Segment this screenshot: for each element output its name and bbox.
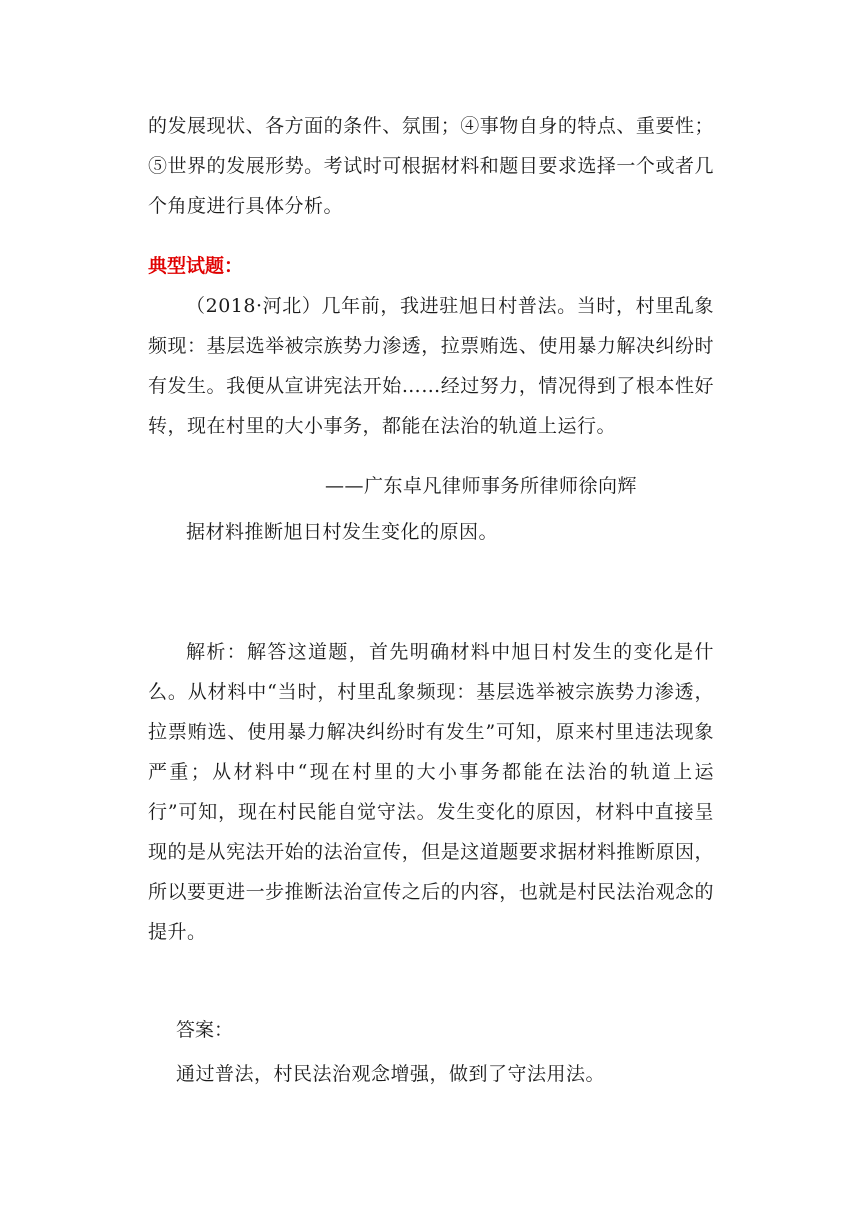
question-prompt: 据材料推断旭日村发生变化的原因。 xyxy=(186,521,499,543)
analysis-paragraph: 解析：解答这道题，首先明确材料中旭日村发生的变化是什么。从材料中“当时，村里乱象频现：基层选举被宗族势力渗透，拉票贿选、使用暴力解决纠纷时有发生”可知，原来村里违法现象严重；从材料中“现在村里的大小事务都能在法治的轨道上运行”可知，现在村民能自觉守法。发生变化的原因，材料中直接呈现的是从宪法开始的法治宣传，但是这道题要求据材料推断原因，所以要更进一步推断法治宣传之后的内容，也就是村民法治观念的提升。 xyxy=(148,641,714,943)
intro-paragraph: 的发展现状、各方面的条件、氛围；④事物自身的特点、重要性；⑤世界的发展形势。考试时可根据材料和题目要求选择一个或者几个角度进行具体分析。 xyxy=(148,115,714,217)
question-material: （2018·河北）几年前，我进驻旭日村普法。当时，村里乱象频现：基层选举被宗族势力渗透，拉票贿选、使用暴力解决纠纷时有发生。我便从宣讲宪法开始……经过努力，情况得到了根本性好转，现在村里的大小事务，都能在法治的轨道上运行。 xyxy=(148,295,714,437)
question-source: ——广东卓凡律师事务所律师徐向辉 xyxy=(324,475,637,497)
answer-text: 通过普法，村民法治观念增强，做到了守法用法。 xyxy=(176,1063,606,1085)
example-heading: 典型试题： xyxy=(148,255,244,277)
answer-label: 答案： xyxy=(176,1019,234,1041)
